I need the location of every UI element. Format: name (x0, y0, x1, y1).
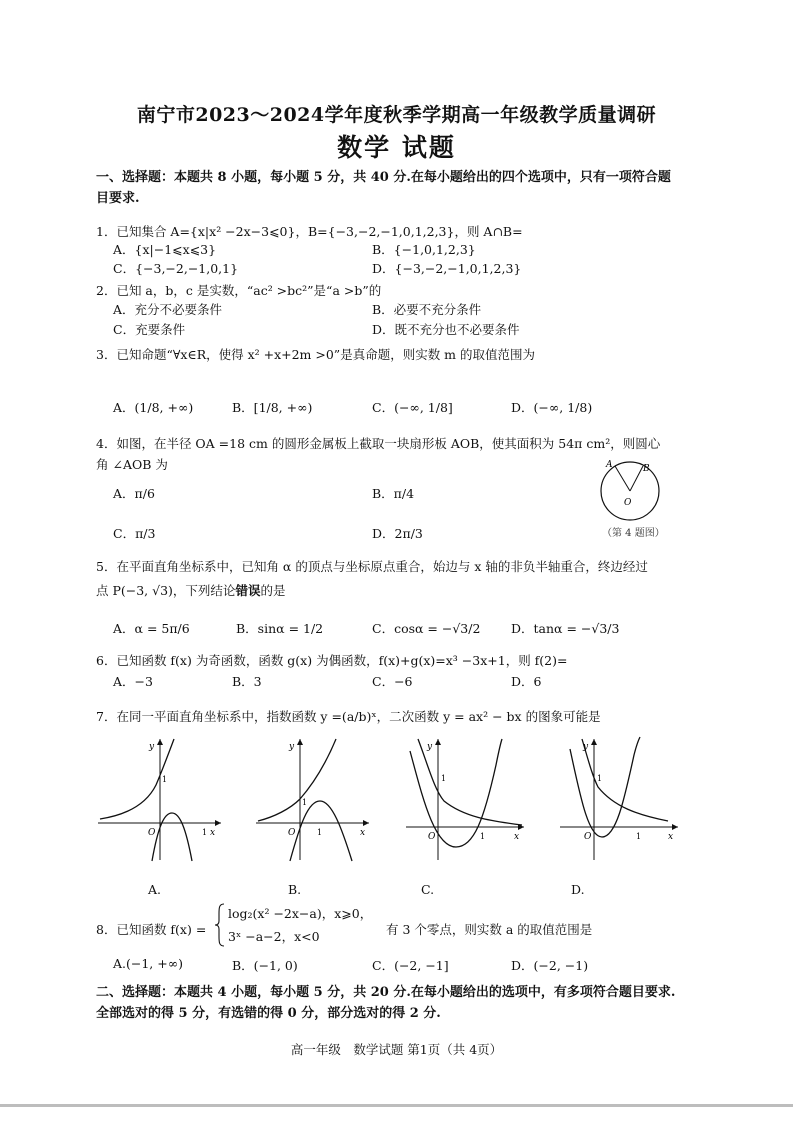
q7a-x-arrow-icon (215, 820, 221, 826)
q7d-label-one-y: 1 (597, 774, 603, 783)
exam-title: 南宁市2023～2024学年度秋季学期高一年级教学质量调研 (136, 104, 657, 126)
q7-option-c: C. (421, 882, 435, 897)
q3-option-a: A．(1/8, +∞) (113, 400, 194, 415)
q3-stem: 3．已知命题“∀x∈R，使得 x² +x+2m >0”是真命题，则实数 m 的取值范围为 (96, 347, 536, 362)
section2-line1: 二、选择题：本题共 4 小题，每小题 5 分，共 20 分.在每小题给出的选项中，有多项符合题目要求. (96, 985, 676, 1000)
q5-option-d: D．tanα = −√3/3 (511, 621, 620, 636)
exam-subtitle: 数学 试题 (337, 133, 456, 162)
q7b-label-y: y (289, 742, 295, 752)
q7-graph-b (254, 735, 374, 865)
q3-option-d: D．(−∞, 1/8) (511, 400, 593, 415)
q7-option-a: A. (148, 882, 162, 897)
q7d-label-one-x: 1 (636, 832, 642, 841)
q5-stem-bold: 错误 (235, 583, 261, 598)
q3-option-c: C．(−∞, 1/8] (372, 400, 453, 415)
q7a-label-one-x: 1 (202, 828, 208, 837)
q4-option-a: A．π/6 (113, 486, 155, 501)
q7c-label-one-y: 1 (441, 774, 447, 783)
q4-label-b: B (643, 464, 650, 474)
section1-line2: 目要求. (96, 191, 140, 206)
q7b-label-one-x: 1 (317, 828, 323, 837)
q4-radius-oa (615, 466, 630, 491)
q7d-y-arrow-icon (591, 739, 597, 745)
q7d-exponential-curve (582, 739, 668, 821)
q4-label-a: A (606, 460, 613, 470)
q6-option-b: B．3 (232, 674, 262, 689)
q8-case1: log₂(x² −2x−a)，x⩾0， (228, 906, 373, 921)
q5-stem-post: 的是 (260, 583, 286, 598)
q1-option-c: C．{−3,−2,−1,0,1} (113, 261, 239, 276)
q3-option-b: B．[1/8, +∞) (232, 400, 313, 415)
q6-stem: 6．已知函数 f(x) 为奇函数，函数 g(x) 为偶函数，f(x)+g(x)=x³ −3x+1，则 f(2)= (96, 653, 568, 668)
section2-line2: 全部选对的得 5 分，有选错的得 0 分，部分选对的得 2 分. (96, 1006, 441, 1021)
q7c-exponential-curve (418, 739, 522, 825)
q5-stem-line1: 5．在平面直角坐标系中，已知角 α 的顶点与坐标原点重合，始边与 x 轴的非负半轴重合，终边经过 (96, 559, 648, 574)
q7-option-b: B. (288, 882, 302, 897)
q8-option-b: B．(−1, 0) (232, 958, 298, 973)
q4-stem-line2: 角 ∠AOB 为 (96, 457, 168, 472)
q7-option-d: D. (571, 882, 585, 897)
q1-option-b: B．{−1,0,1,2,3} (372, 242, 476, 257)
q8-option-a: A.(−1, +∞) (113, 956, 184, 971)
q5-option-b: B．sinα = 1/2 (236, 621, 324, 636)
q7c-label-y: y (427, 742, 433, 752)
q2-option-b: B．必要不充分条件 (372, 302, 482, 317)
q4-label-o: O (624, 498, 632, 508)
q7a-label-x: x (210, 828, 216, 838)
page-footer: 高一年级 数学试题 第1页（共 4页） (290, 1042, 503, 1057)
q1-option-a: A．{x|−1⩽x⩽3} (113, 242, 217, 257)
q7b-label-o: O (288, 828, 296, 838)
q6-option-c: C．−6 (372, 674, 413, 689)
q8-stem-pre: 8．已知函数 f(x) = (96, 922, 207, 937)
q7c-y-arrow-icon (435, 739, 441, 745)
q2-option-d: D．既不充分也不必要条件 (372, 322, 520, 337)
q7a-label-one-y: 1 (162, 775, 168, 784)
q7-stem: 7．在同一平面直角坐标系中，指数函数 y =(a/b)ˣ，二次函数 y = ax² − bx 的图象可能是 (96, 709, 601, 724)
q7c-label-o: O (428, 832, 436, 842)
q5-stem-line2 (96, 581, 285, 599)
q2-stem: 2．已知 a，b，c 是实数，“ac² >bc²”是“a >b”的 (96, 283, 382, 298)
q7d-label-y: y (583, 742, 589, 752)
q7a-label-o: O (148, 828, 156, 838)
q2-option-c: C．充要条件 (113, 322, 186, 337)
q4-radius-ob (630, 466, 643, 491)
q7a-parabola (152, 813, 192, 861)
q7-graph-c (404, 735, 529, 865)
q4-stem-line1: 4．如图，在半径 OA =18 cm 的圆形金属板上截取一块扇形板 AOB，使其面积为 54π cm²，则圆心 (96, 436, 661, 451)
q8-case2: 3ˣ −a−2，x<0 (228, 929, 320, 944)
q4-option-b: B．π/4 (372, 486, 415, 501)
q5-option-c: C．cosα = −√3/2 (372, 621, 481, 636)
q6-option-a: A．−3 (113, 674, 153, 689)
q5-option-a: A．α = 5π/6 (113, 621, 190, 636)
q7b-x-arrow-icon (363, 820, 369, 826)
q7b-exponential-curve (258, 739, 336, 821)
q7a-label-y: y (149, 742, 155, 752)
q8-stem-post: 有 3 个零点，则实数 a 的取值范围是 (386, 922, 593, 937)
q4-option-d: D．2π/3 (372, 526, 423, 541)
q2-option-a: A．充分不必要条件 (113, 302, 223, 317)
q4-figure (590, 455, 670, 523)
q7-graph-d (558, 735, 683, 865)
q7d-label-o: O (584, 832, 592, 842)
q4-option-c: C．π/3 (113, 526, 156, 541)
q5-stem-pre: 点 P(−3, √3)，下列结论 (96, 583, 236, 598)
page-bottom-divider (0, 1104, 793, 1107)
q8-brace-icon (214, 902, 226, 948)
q7a-y-arrow-icon (157, 739, 163, 745)
q8-option-c: C．(−2, −1] (372, 958, 449, 973)
q1-stem: 1．已知集合 A={x|x² −2x−3⩽0}，B={−3,−2,−1,0,1,2,3}，则 A∩B= (96, 224, 523, 239)
q6-option-d: D．6 (511, 674, 542, 689)
q7c-label-one-x: 1 (480, 832, 486, 841)
q7-graph-a (96, 735, 226, 865)
q1-option-d: D．{−3,−2,−1,0,1,2,3} (372, 261, 522, 276)
q7b-label-x: x (360, 828, 366, 838)
q7c-label-x: x (514, 832, 520, 842)
q7d-parabola (570, 737, 640, 837)
section1-line1: 一、选择题：本题共 8 小题，每小题 5 分，共 40 分.在每小题给出的四个选项中，只有一项符合题 (96, 170, 671, 185)
q7b-y-arrow-icon (297, 739, 303, 745)
q4-figure-caption: （第 4 题图） (602, 528, 665, 539)
q7d-x-arrow-icon (672, 824, 678, 830)
q8-option-d: D．(−2, −1) (511, 958, 589, 973)
q7d-label-x: x (668, 832, 674, 842)
q7b-label-one-y: 1 (302, 798, 308, 807)
